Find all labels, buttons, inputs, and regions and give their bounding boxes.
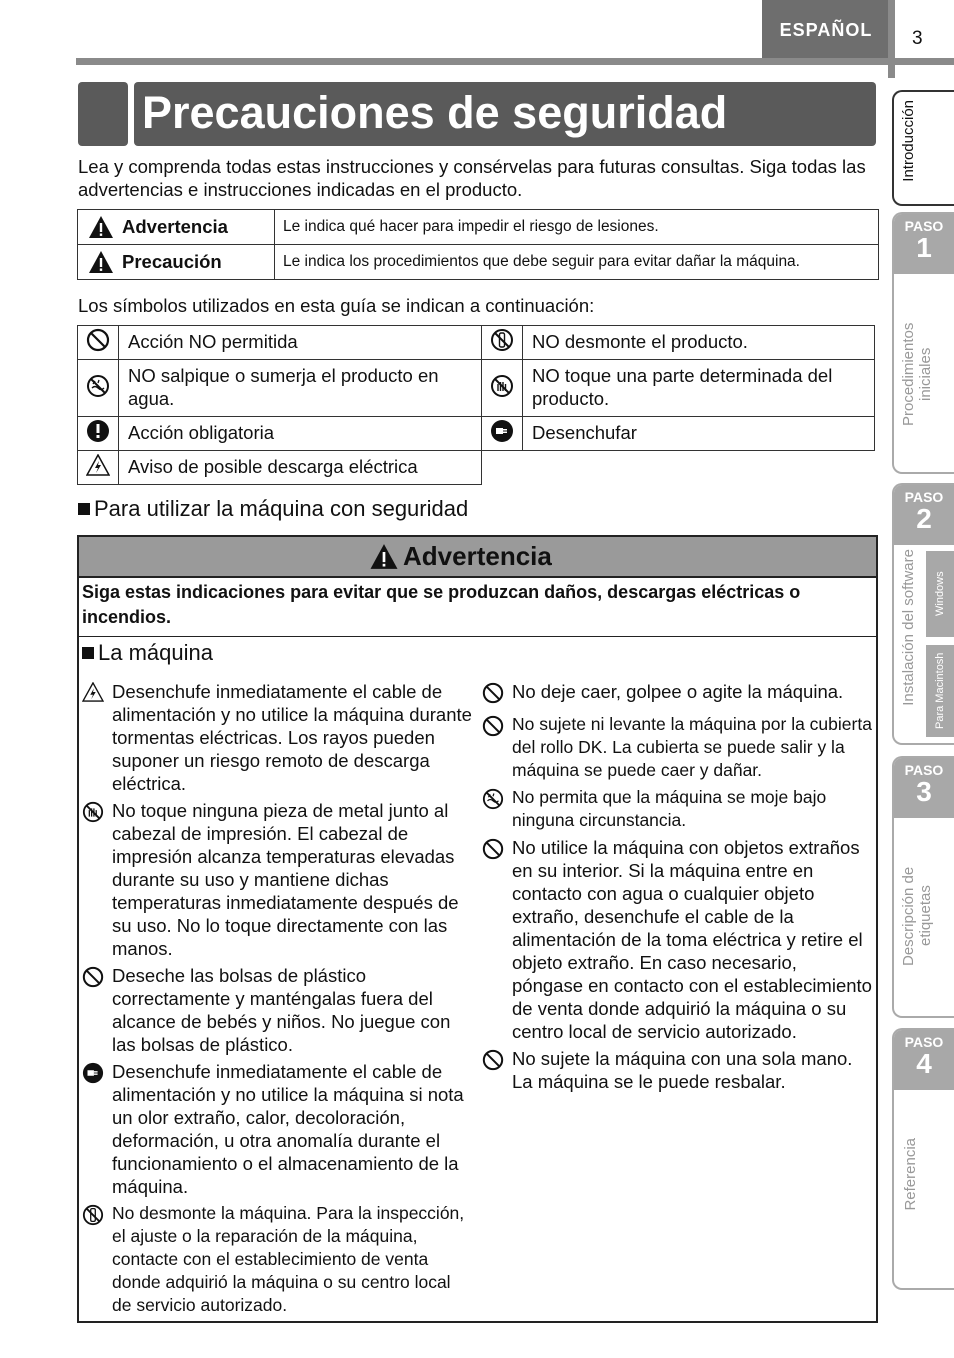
header-rule (76, 58, 954, 65)
warning-item-text: Deseche las bolsas de plástico correctamente y manténgalas fuera del alcance de bebés y niños. No juegue con las bolsas de plástico. (112, 965, 451, 1055)
step-badge (894, 1030, 954, 1090)
page-number: 3 (912, 28, 923, 49)
unplug-icon (82, 1062, 104, 1084)
step-badge-word: PASO (904, 762, 944, 778)
symbol-label: Acción NO permitida (119, 326, 482, 360)
no-touch-icon (490, 374, 514, 398)
sidebar-tab-step-1[interactable] (892, 212, 954, 474)
symbol-label: Desenchufar (523, 417, 875, 451)
warning-item-text: No permita que la máquina se moje bajo ninguna circunstancia. (512, 787, 827, 830)
warning-intro: Siga estas indicaciones para evitar que se produzcan daños, descargas eléctricas o incendios. (82, 582, 801, 627)
step-badge (894, 214, 954, 274)
sidebar-tab-step-4[interactable] (892, 1028, 954, 1290)
warning-divider (79, 636, 876, 637)
step-badge (894, 485, 954, 545)
symbol-label: NO salpique o sumerja el producto en agua. (119, 360, 482, 417)
sidebar-subtab-macintosh[interactable]: Para Macintosh (926, 645, 954, 737)
warning-item (82, 799, 472, 960)
warning-item (482, 1047, 872, 1093)
intro-paragraph: Lea y comprenda todas estas instrucciones y consérvelas para futuras consultas. Siga todas las advertencias e instrucciones indicadas en el producto. (78, 156, 866, 200)
warning-triangle-icon (369, 543, 399, 570)
sidebar-tab-step-3[interactable] (892, 756, 954, 1018)
warning-item (82, 1202, 472, 1317)
prohibited-icon (482, 1049, 504, 1071)
warning-item-text: No sujete ni levante la máquina por la cubierta del rollo DK. La cubierta se puede salir y la máquina se puede caer y dañar. (512, 714, 872, 780)
warning-heading (79, 537, 876, 578)
warning-triangle-icon (88, 215, 114, 239)
step-badge-word: PASO (904, 489, 944, 505)
sidebar-tab-step-2[interactable] (892, 483, 954, 745)
warning-item (82, 1060, 472, 1198)
electric-shock-icon (82, 682, 104, 702)
warning-triangle-icon (88, 250, 114, 274)
square-bullet-icon (78, 503, 90, 515)
section-heading-text: Para utilizar la máquina con seguridad (94, 496, 469, 521)
section-heading-safe-use (78, 496, 468, 522)
warning-item (482, 786, 872, 832)
subsection-heading-text: La máquina (98, 640, 213, 665)
warning-column-right (482, 680, 872, 1097)
notice-label-warning: Advertencia (122, 216, 228, 237)
warning-item-text: No desmonte la máquina. Para la inspección, el ajuste o la reparación de la máquina, contacte con el establecimiento de venta donde adquirió la máquina o su centro local de servicio autorizado. (112, 1203, 465, 1315)
step-badge-number: 2 (916, 503, 932, 534)
no-disassemble-icon (82, 1204, 104, 1226)
warning-item (82, 680, 472, 795)
symbol-label: Acción obligatoria (119, 417, 482, 451)
notice-row-warning (78, 210, 879, 245)
header-rule-tick (888, 0, 895, 78)
warning-item-text: Desenchufe inmediatamente el cable de alimentación y no utilice la máquina durante tormentas eléctricas. Los rayos pueden suponer un riesgo remoto de descarga eléctrica. (112, 681, 472, 794)
sidebar-tab-introduction[interactable] (892, 90, 954, 206)
sidebar-tab-label: Descripción de etiquetas (900, 866, 934, 966)
notice-desc-caution: Le indica los procedimientos que debe seguir para evitar dañar la máquina. (275, 245, 879, 280)
sidebar-tab-label: Referencia (902, 1138, 919, 1211)
warning-heading-text: Advertencia (403, 541, 552, 571)
unplug-icon (490, 419, 514, 443)
electric-shock-icon (86, 454, 110, 476)
prohibited-icon (82, 966, 104, 988)
step-badge-word: PASO (904, 1034, 944, 1050)
prohibited-icon (482, 682, 504, 704)
square-bullet-icon (82, 647, 94, 659)
symbol-label: NO desmonte el producto. (523, 326, 875, 360)
no-water-icon (86, 374, 110, 398)
step-badge-number: 3 (916, 776, 932, 807)
sidebar-tab-label: Procedimientos iniciales (900, 322, 934, 426)
subsection-heading-machine (82, 640, 213, 666)
symbols-intro: Los símbolos utilizados en esta guía se indican a continuación: (78, 295, 595, 316)
symbols-table (77, 325, 875, 485)
language-tab: ESPAÑOL (762, 0, 890, 60)
notice-table (77, 209, 879, 280)
warning-item (482, 836, 872, 1043)
sidebar-tab-label: Instalación del software (900, 549, 917, 706)
warning-item (482, 680, 872, 709)
notice-label-caution: Precaución (122, 251, 222, 272)
warning-item (82, 964, 472, 1056)
symbol-label: Aviso de posible descarga eléctrica (119, 451, 482, 485)
no-disassemble-icon (490, 328, 514, 352)
symbol-label: NO toque una parte determinada del producto. (523, 360, 875, 417)
prohibited-icon (482, 715, 504, 737)
prohibited-icon (482, 838, 504, 860)
step-badge-word: PASO (904, 218, 944, 234)
warning-item-text: Desenchufe inmediatamente el cable de alimentación y no utilice la máquina si nota un olor extraño, calor, decoloración, deformación, u otra anomalía durante el funcionamiento o el almacenamiento de la máquina. (112, 1061, 464, 1197)
no-touch-icon (82, 801, 104, 823)
warning-item-text: No utilice la máquina con objetos extraños en su interior. Si la máquina entre en contacto con agua o cualquier objeto extraño, desenchufe el cable de la alimentación de la toma eléctrica y retire el objeto extraño. En caso necesario, póngase en contacto con el establecimiento de venta donde adquirió la máquina o su centro local de servicio autorizado. (512, 837, 872, 1042)
warning-item-text: No deje caer, golpee o agite la máquina. (512, 681, 844, 702)
warning-item (482, 713, 872, 782)
sidebar-tab-label: Introducción (900, 100, 917, 182)
no-water-icon (482, 788, 504, 810)
prohibited-icon (86, 328, 110, 352)
warning-column-left (82, 680, 472, 1321)
title-marker (78, 82, 128, 146)
notice-desc-warning: Le indica qué hacer para impedir el riesgo de lesiones. (275, 210, 879, 245)
notice-row-caution (78, 245, 879, 280)
step-badge-number: 1 (916, 232, 932, 263)
page-title: Precauciones de seguridad (134, 82, 876, 146)
warning-item-text: No sujete la máquina con una sola mano. La máquina se le puede resbalar. (512, 1048, 853, 1092)
mandatory-icon (86, 419, 110, 443)
step-badge (894, 758, 954, 818)
sidebar-subtab-windows[interactable]: Windows (926, 551, 954, 637)
warning-item-text: No toque ninguna pieza de metal junto al cabezal de impresión. El cabezal de impresión alcanza temperaturas elevadas durante su uso y mantiene dichas temperaturas inmediatamente después de su uso. No lo toque directamente con las manos. (112, 800, 459, 959)
step-badge-number: 4 (916, 1048, 932, 1079)
